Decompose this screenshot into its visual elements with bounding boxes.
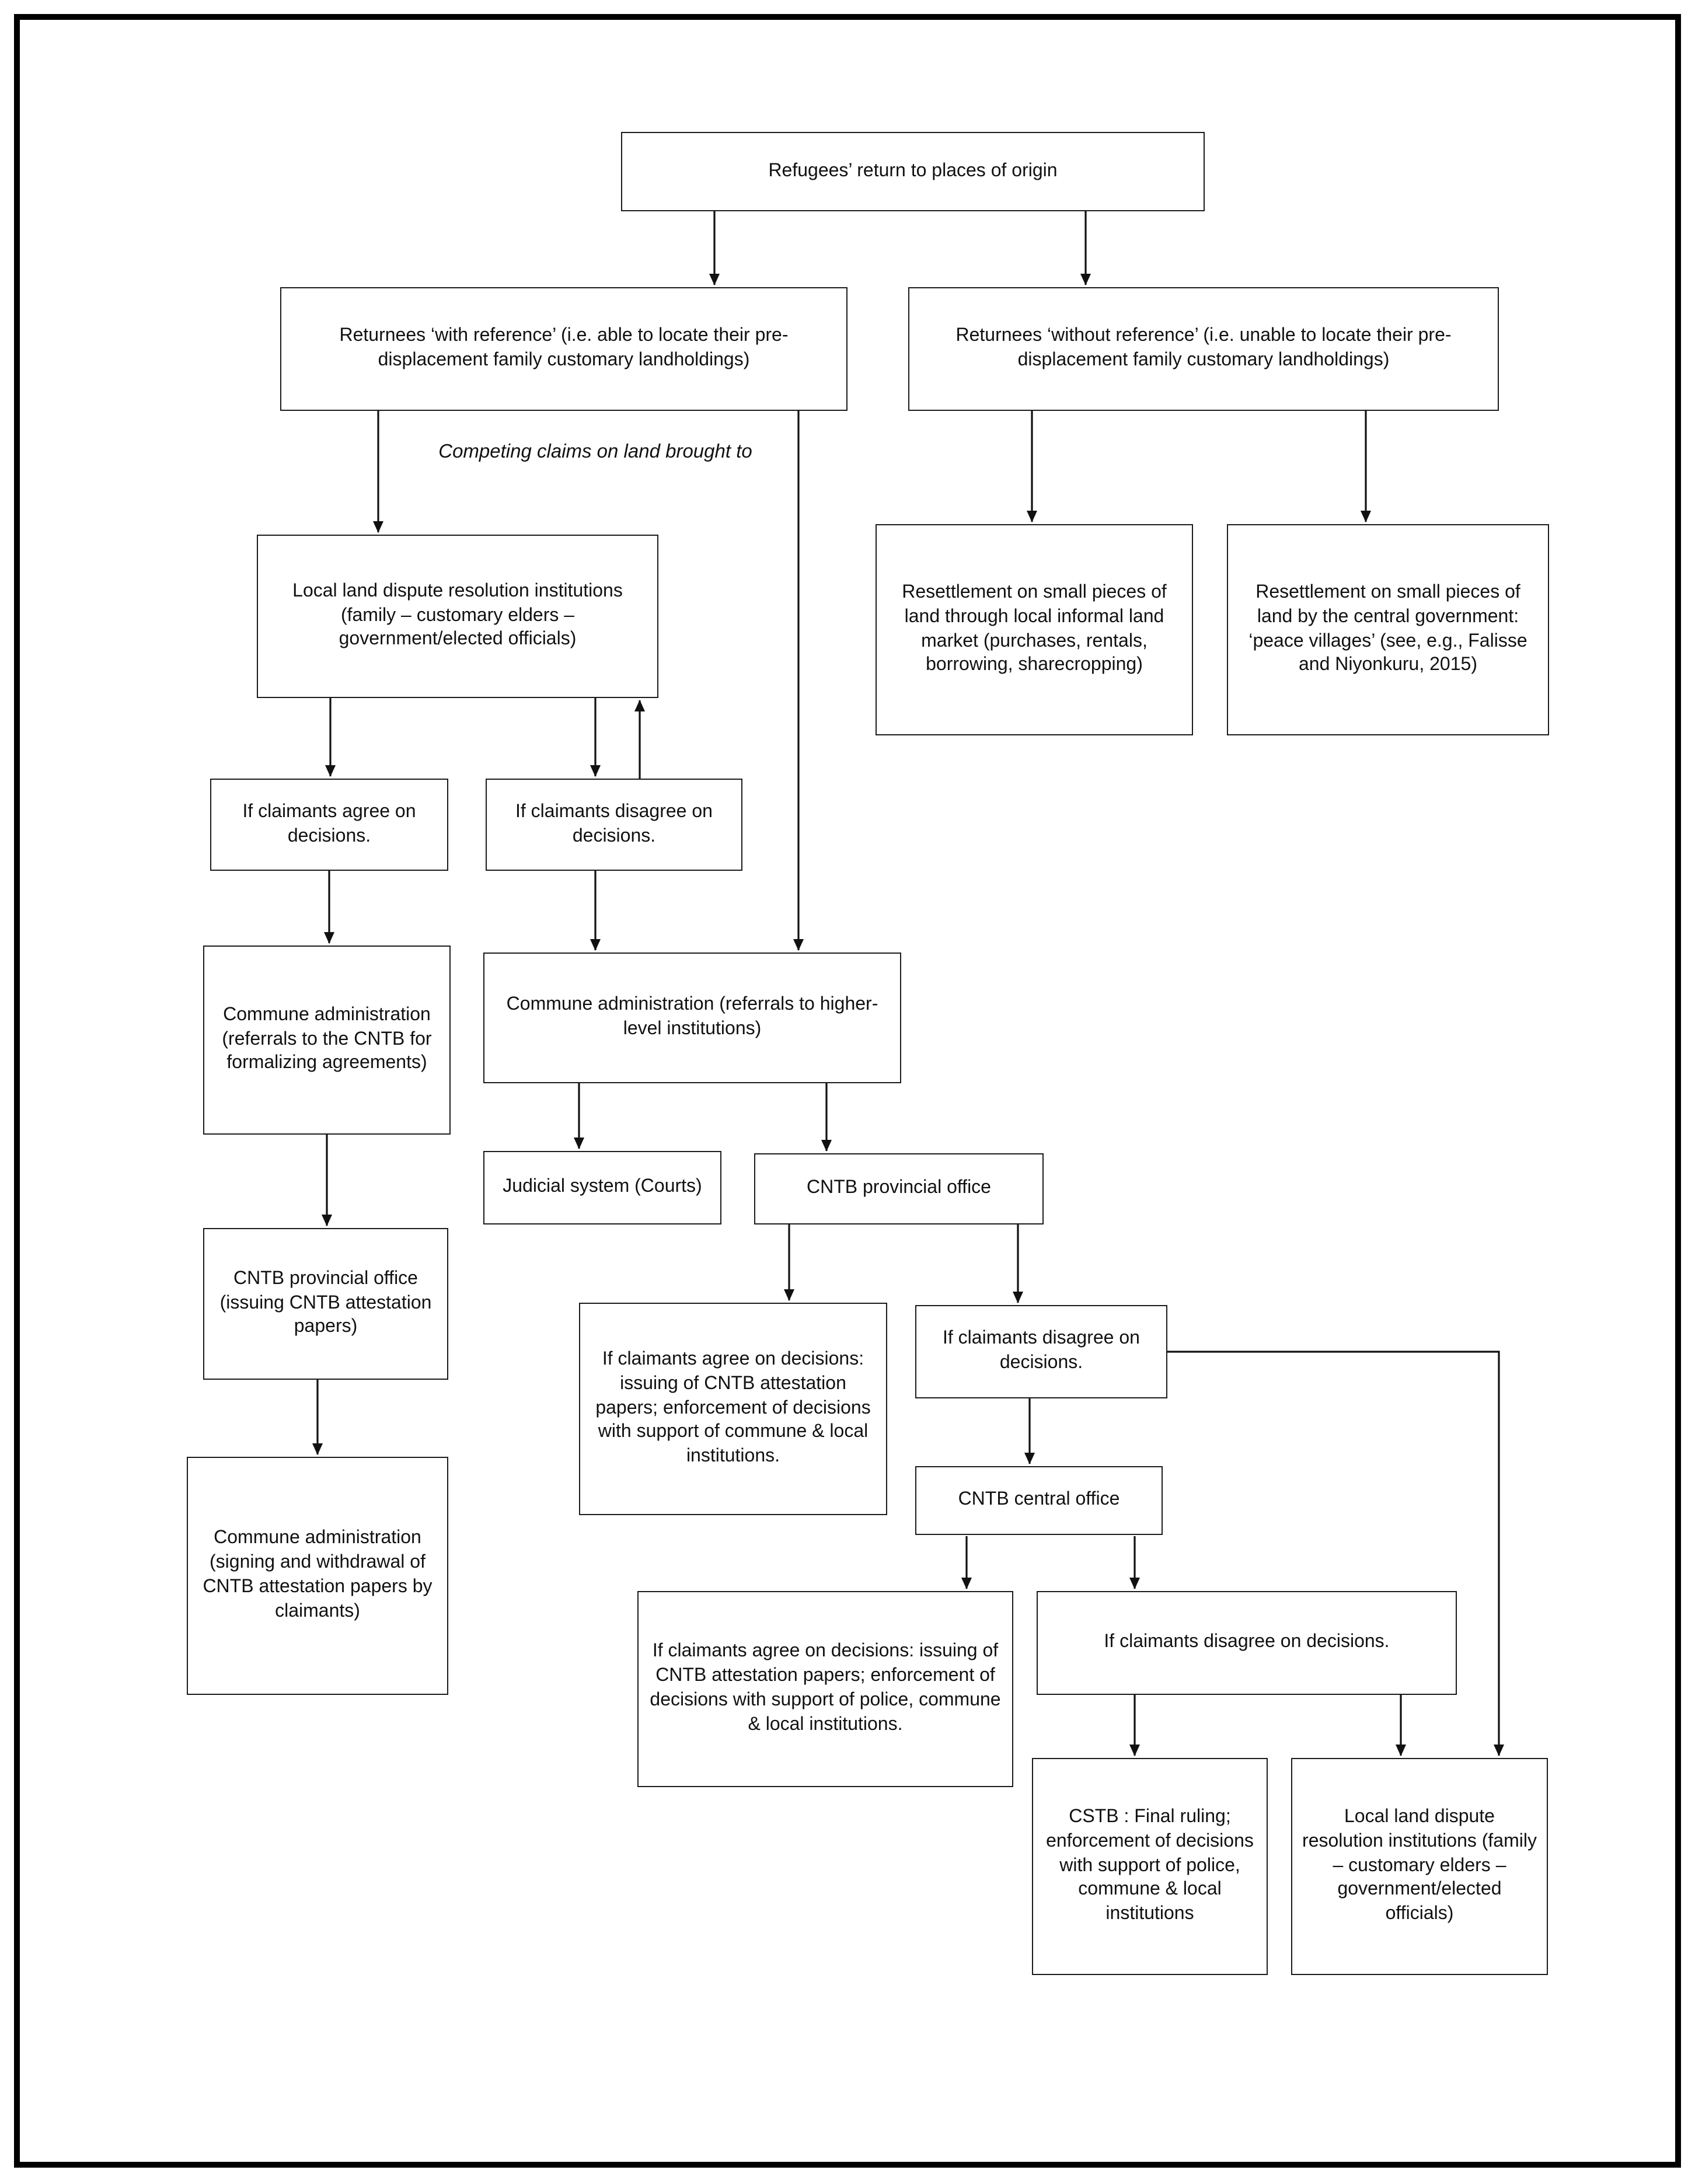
node-returnees-with-reference: Returnees ‘with reference’ (i.e. able to locate their pre-displacement family customary landholdings) — [280, 287, 848, 411]
node-commune-admin-higher: Commune administration (referrals to higher-level institutions) — [483, 953, 901, 1083]
node-claimants-agree-provincial: If claimants agree on decisions: issuing of CNTB attestation papers; enforcement of decisions with support of commune & local institutions. — [579, 1303, 887, 1515]
node-cntb-provincial-office: CNTB provincial office — [754, 1153, 1044, 1224]
node-claimants-disagree-provincial: If claimants disagree on decisions. — [915, 1305, 1167, 1398]
node-commune-admin-cntb-referrals: Commune administration (referrals to the CNTB for formalizing agreements) — [203, 946, 451, 1135]
node-resettlement-informal-market: Resettlement on small pieces of land through local informal land market (purchases, rentals, borrowing, sharecropping) — [876, 524, 1193, 735]
node-cntb-provincial-issuing: CNTB provincial office (issuing CNTB attestation papers) — [203, 1228, 448, 1380]
node-cntb-central-office: CNTB central office — [915, 1466, 1163, 1535]
node-claimants-agree-local: If claimants agree on decisions. — [210, 779, 448, 871]
node-resettlement-central-government: Resettlement on small pieces of land by the central government: ‘peace villages’ (see, e.g., Falisse and Niyonkuru, 2015) — [1227, 524, 1549, 735]
node-claimants-disagree-central: If claimants disagree on decisions. — [1037, 1591, 1457, 1695]
node-refugees-return: Refugees’ return to places of origin — [621, 132, 1205, 211]
node-local-land-dispute-institutions-2: Local land dispute resolution institutions (family – customary elders – government/elected officials) — [1291, 1758, 1548, 1975]
node-judicial-system: Judicial system (Courts) — [483, 1151, 721, 1224]
node-claimants-disagree-local: If claimants disagree on decisions. — [486, 779, 742, 871]
node-returnees-without-reference: Returnees ‘without reference’ (i.e. unable to locate their pre-displacement family customary landholdings) — [908, 287, 1499, 411]
node-commune-admin-signing: Commune administration (signing and withdrawal of CNTB attestation papers by claimants) — [187, 1457, 448, 1695]
edge-label-competing-claims: Competing claims on land brought to — [438, 441, 752, 462]
node-cstb-final-ruling: CSTB : Final ruling; enforcement of decisions with support of police, commune & local institutions — [1032, 1758, 1268, 1975]
node-claimants-agree-central: If claimants agree on decisions: issuing of CNTB attestation papers; enforcement of decisions with support of police, commune & local institutions. — [637, 1591, 1013, 1787]
node-local-land-dispute-institutions: Local land dispute resolution institutions (family – customary elders – government/elected officials) — [257, 535, 658, 698]
